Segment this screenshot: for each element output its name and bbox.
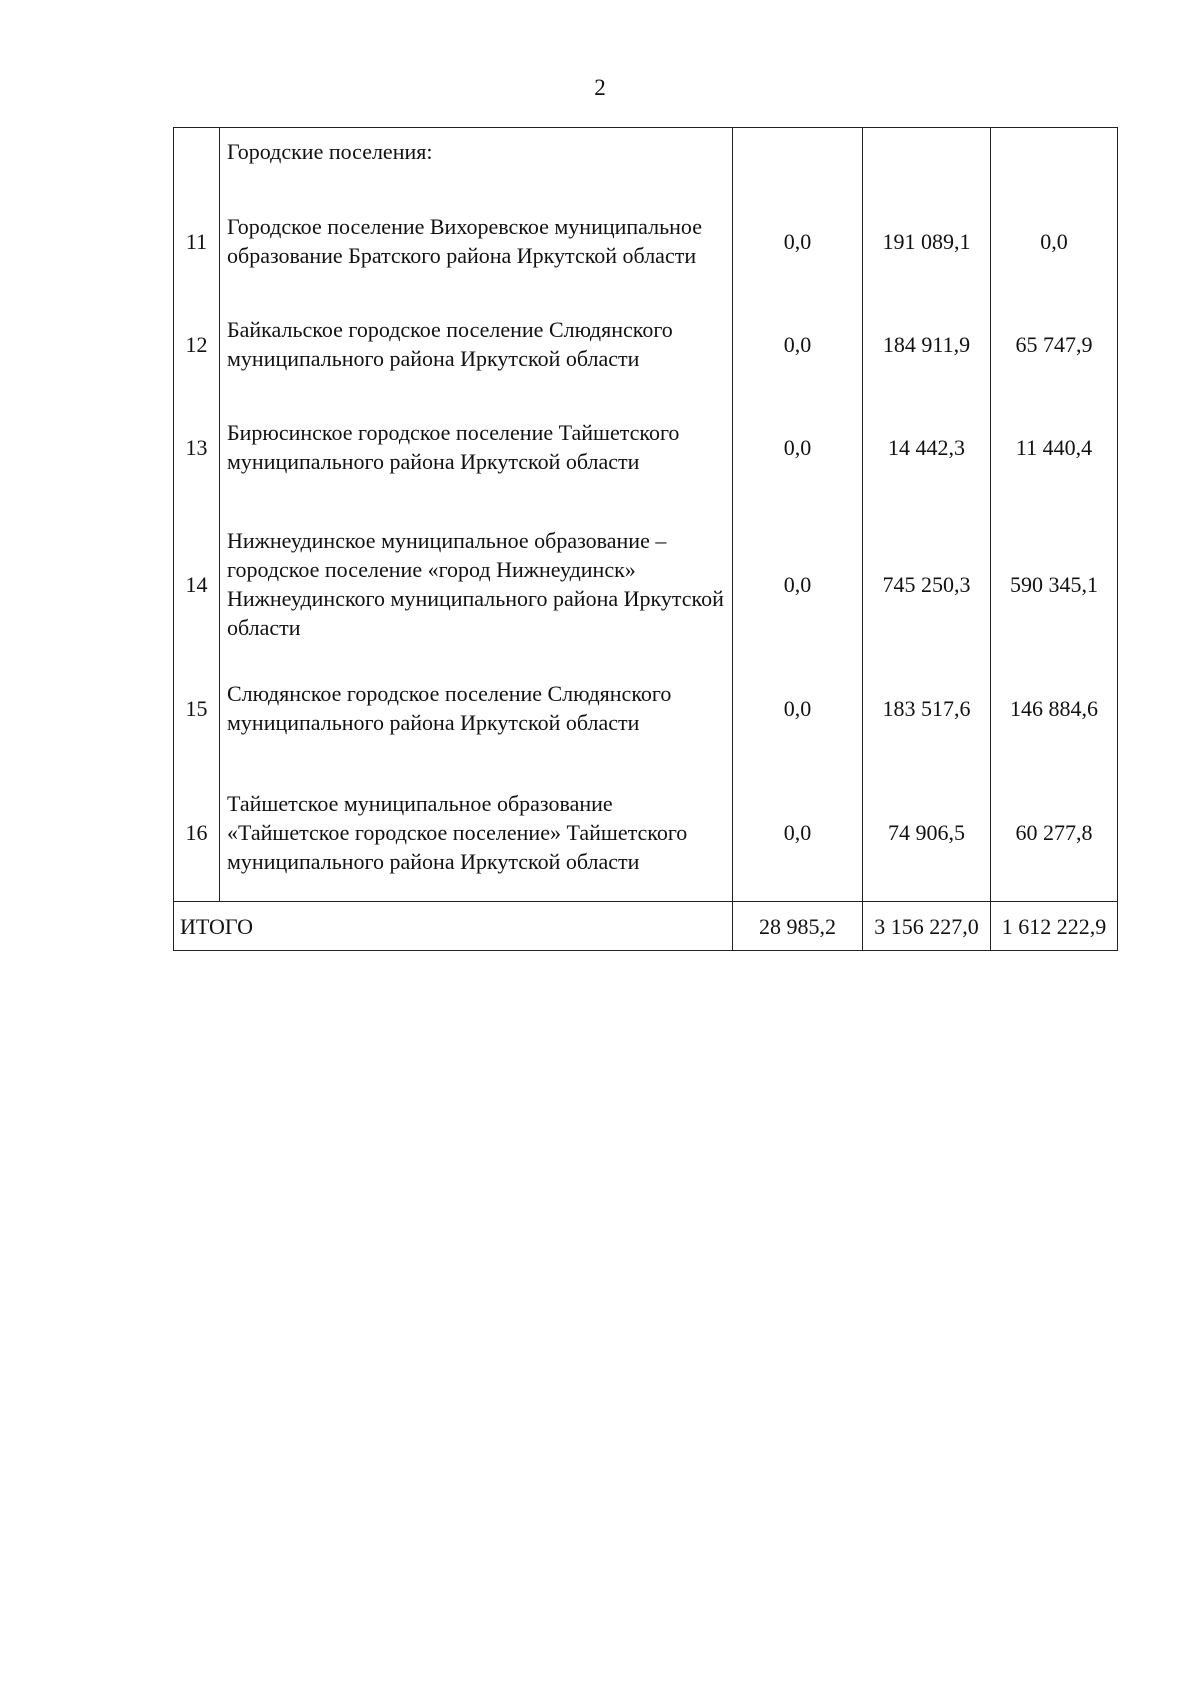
row-name: Байкальское городское поселение Слюдянского муниципального района Иркутской области: [220, 309, 733, 379]
row-spacer: [174, 653, 1118, 673]
spacer-cell: [174, 653, 220, 673]
spacer-cell: [733, 289, 863, 309]
settlements-table: [173, 127, 1118, 951]
row-value-3: 60 277,8: [991, 763, 1118, 902]
row-name: Слюдянское городское поселение Слюдянского муниципального района Иркутской области: [220, 673, 733, 743]
row-value-2: 183 517,6: [863, 673, 991, 743]
row-value-3: 11 440,4: [991, 399, 1118, 495]
row-name: Тайшетское муниципальное образование «Тайшетское городское поселение» Тайшетского муниципального района Иркутской области: [220, 763, 733, 902]
table-row: [174, 309, 1118, 379]
table-row: [174, 673, 1118, 743]
spacer-cell: [174, 743, 220, 763]
row-value-1: 0,0: [733, 309, 863, 379]
total-row: [174, 902, 1118, 951]
spacer-cell: [174, 495, 220, 515]
table-row: [174, 763, 1118, 902]
spacer-cell: [991, 289, 1118, 309]
section-title: Городские поселения:: [220, 128, 733, 194]
row-name: Нижнеудинское муниципальное образование – городское поселение «город Нижнеудинск» Нижнеудинского муниципального района Иркутской области: [220, 515, 733, 653]
row-number: 11: [174, 193, 220, 289]
spacer-cell: [220, 379, 733, 399]
row-spacer: [174, 289, 1118, 309]
row-value-2: 14 442,3: [863, 399, 991, 495]
spacer-cell: [174, 379, 220, 399]
row-value-1: 0,0: [733, 193, 863, 289]
total-value-1: 28 985,2: [733, 902, 863, 951]
table-row: [174, 193, 1118, 289]
row-value-2: 74 906,5: [863, 763, 991, 902]
row-number: 13: [174, 399, 220, 495]
spacer-cell: [863, 653, 991, 673]
row-value-3: 65 747,9: [991, 309, 1118, 379]
row-number: 15: [174, 673, 220, 743]
spacer-cell: [863, 495, 991, 515]
section-empty-cell: [863, 128, 991, 194]
row-number: 14: [174, 515, 220, 653]
total-value-2: 3 156 227,0: [863, 902, 991, 951]
spacer-cell: [220, 495, 733, 515]
row-spacer: [174, 743, 1118, 763]
row-value-3: 590 345,1: [991, 515, 1118, 653]
row-value-3: 0,0: [991, 193, 1118, 289]
row-value-3: 146 884,6: [991, 673, 1118, 743]
spacer-cell: [863, 743, 991, 763]
row-value-2: 745 250,3: [863, 515, 991, 653]
row-value-1: 0,0: [733, 399, 863, 495]
spacer-cell: [733, 653, 863, 673]
row-value-1: 0,0: [733, 763, 863, 902]
row-value-1: 0,0: [733, 673, 863, 743]
spacer-cell: [174, 289, 220, 309]
row-name: Бирюсинское городское поселение Тайшетского муниципального района Иркутской области: [220, 399, 733, 495]
spacer-cell: [991, 743, 1118, 763]
spacer-cell: [220, 289, 733, 309]
section-header-row: [174, 128, 1118, 194]
spacer-cell: [863, 379, 991, 399]
section-empty-cell: [991, 128, 1118, 194]
total-label: ИТОГО: [174, 902, 733, 951]
spacer-cell: [991, 653, 1118, 673]
row-spacer: [174, 379, 1118, 399]
page-number: 2: [594, 75, 606, 100]
spacer-cell: [863, 289, 991, 309]
row-name: Городское поселение Вихоревское муниципальное образование Братского района Иркутской области: [220, 193, 733, 289]
table-row: [174, 515, 1118, 653]
spacer-cell: [991, 495, 1118, 515]
spacer-cell: [220, 743, 733, 763]
row-value-2: 191 089,1: [863, 193, 991, 289]
row-value-1: 0,0: [733, 515, 863, 653]
section-num-cell: [174, 128, 220, 194]
row-spacer: [174, 495, 1118, 515]
row-number: 16: [174, 763, 220, 902]
row-number: 12: [174, 309, 220, 379]
table-row: [174, 399, 1118, 495]
spacer-cell: [220, 653, 733, 673]
spacer-cell: [733, 495, 863, 515]
total-value-3: 1 612 222,9: [991, 902, 1118, 951]
spacer-cell: [733, 379, 863, 399]
spacer-cell: [733, 743, 863, 763]
section-empty-cell: [733, 128, 863, 194]
spacer-cell: [991, 379, 1118, 399]
row-value-2: 184 911,9: [863, 309, 991, 379]
